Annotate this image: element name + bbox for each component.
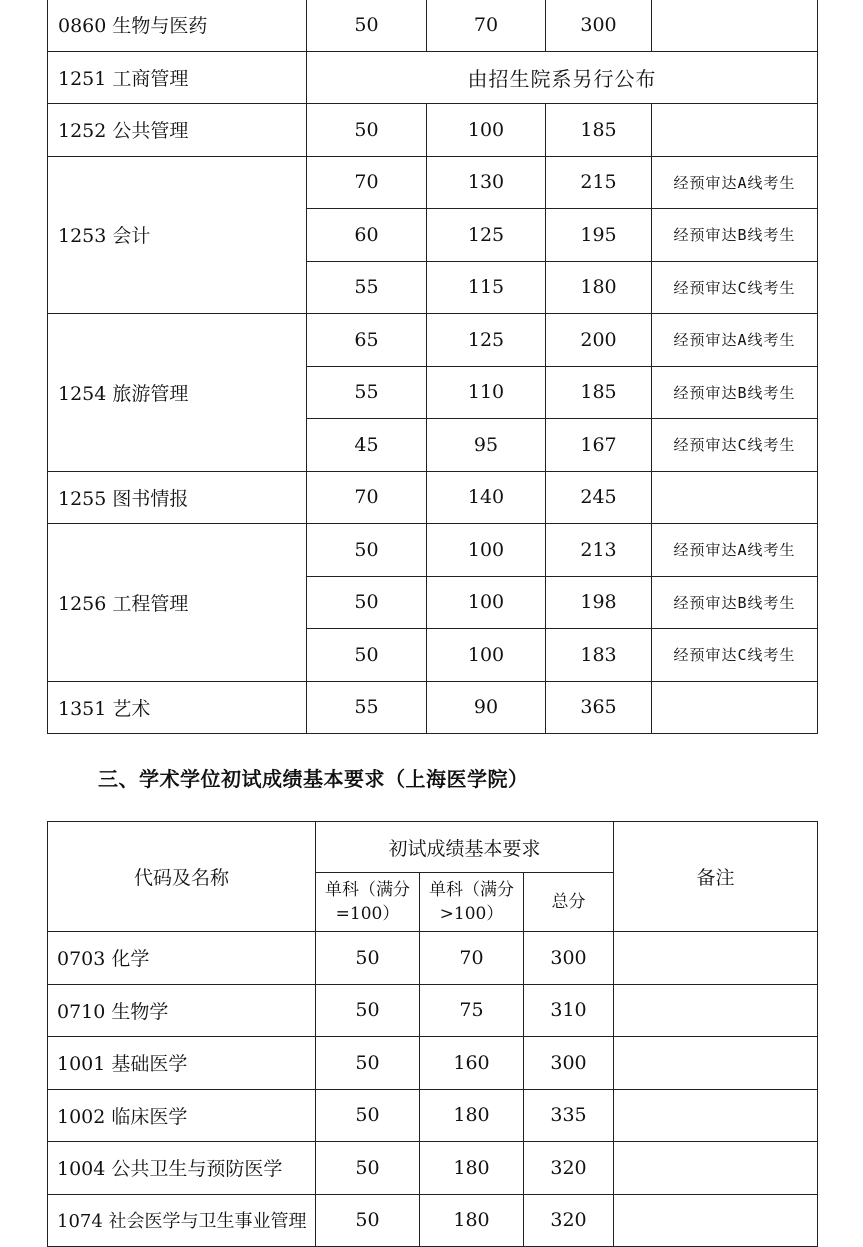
remark [614, 984, 818, 1037]
score-single-100: 50 [316, 1089, 420, 1142]
scores-table-academic [47, 821, 818, 1247]
score-single-100: 50 [316, 1142, 420, 1195]
program-name: 1253 会计 [48, 156, 307, 314]
score-total: 320 [524, 1142, 614, 1195]
program-name: 1004 公共卫生与预防医学 [48, 1142, 316, 1195]
remark [652, 681, 818, 734]
table-row [48, 51, 818, 104]
program-name: 0703 化学 [48, 932, 316, 985]
score-total: 365 [546, 681, 652, 734]
section-title: 三、学术学位初试成绩基本要求（上海医学院） [98, 767, 529, 791]
program-name: 0860 生物与医药 [48, 0, 307, 51]
program-name: 1254 旅游管理 [48, 314, 307, 472]
remark [614, 1089, 818, 1142]
score-single-over-100: 95 [427, 419, 546, 472]
remark [652, 104, 818, 157]
program-name: 1256 工程管理 [48, 524, 307, 682]
table-header-row [48, 822, 818, 873]
score-single-100: 65 [307, 314, 427, 367]
remark: 经预审达B线考生 [652, 209, 818, 262]
table-row [48, 1037, 818, 1090]
score-single-100: 50 [316, 984, 420, 1037]
score-single-over-100: 130 [427, 156, 546, 209]
score-single-over-100: 180 [420, 1194, 524, 1247]
remark [652, 471, 818, 524]
score-single-over-100: 140 [427, 471, 546, 524]
program-name: 1001 基础医学 [48, 1037, 316, 1090]
score-total: 215 [546, 156, 652, 209]
remark: 经预审达A线考生 [652, 314, 818, 367]
header-total: 总分 [524, 873, 614, 932]
score-total: 213 [546, 524, 652, 577]
table-row [48, 932, 818, 985]
table-row [48, 1089, 818, 1142]
header-single-100: 单科（满分=100） [316, 873, 420, 932]
score-single-over-100: 125 [427, 314, 546, 367]
score-single-over-100: 180 [420, 1142, 524, 1195]
score-single-over-100: 100 [427, 629, 546, 682]
score-single-over-100: 180 [420, 1089, 524, 1142]
remark: 经预审达C线考生 [652, 261, 818, 314]
score-total: 198 [546, 576, 652, 629]
program-name: 1351 艺术 [48, 681, 307, 734]
score-total: 310 [524, 984, 614, 1037]
program-name: 1074 社会医学与卫生事业管理 [48, 1194, 316, 1247]
table-row [48, 104, 818, 157]
table-row [48, 1194, 818, 1247]
score-single-100: 50 [307, 576, 427, 629]
score-single-100: 50 [307, 104, 427, 157]
table-row [48, 681, 818, 734]
score-total: 300 [524, 1037, 614, 1090]
score-single-100: 55 [307, 681, 427, 734]
scores-table-professional [47, 0, 818, 734]
program-name: 1251 工商管理 [48, 51, 307, 104]
announcement-note: 由招生院系另行公布 [307, 51, 818, 104]
remark: 经预审达B线考生 [652, 366, 818, 419]
program-name: 1252 公共管理 [48, 104, 307, 157]
score-total: 183 [546, 629, 652, 682]
remark: 经预审达C线考生 [652, 419, 818, 472]
score-single-100: 50 [307, 0, 427, 51]
score-single-100: 55 [307, 366, 427, 419]
table-row [48, 156, 818, 209]
score-single-100: 50 [316, 932, 420, 985]
header-score-group: 初试成绩基本要求 [316, 822, 614, 873]
score-single-over-100: 90 [427, 681, 546, 734]
table-row [48, 984, 818, 1037]
remark: 经预审达A线考生 [652, 156, 818, 209]
score-total: 167 [546, 419, 652, 472]
score-total: 300 [546, 0, 652, 51]
table-row [48, 314, 818, 367]
remark: 经预审达C线考生 [652, 629, 818, 682]
header-remarks: 备注 [614, 822, 818, 932]
score-single-over-100: 70 [420, 932, 524, 985]
program-name: 1255 图书情报 [48, 471, 307, 524]
header-code-name: 代码及名称 [48, 822, 316, 932]
remark [614, 932, 818, 985]
score-total: 185 [546, 366, 652, 419]
score-total: 200 [546, 314, 652, 367]
score-single-100: 50 [307, 629, 427, 682]
score-single-100: 45 [307, 419, 427, 472]
score-total: 195 [546, 209, 652, 262]
score-single-over-100: 110 [427, 366, 546, 419]
score-total: 320 [524, 1194, 614, 1247]
program-name: 0710 生物学 [48, 984, 316, 1037]
score-total: 245 [546, 471, 652, 524]
score-single-over-100: 70 [427, 0, 546, 51]
score-single-100: 50 [316, 1037, 420, 1090]
table-row [48, 0, 818, 51]
score-single-100: 55 [307, 261, 427, 314]
score-single-100: 70 [307, 156, 427, 209]
score-single-over-100: 100 [427, 576, 546, 629]
score-single-100: 50 [316, 1194, 420, 1247]
score-total: 180 [546, 261, 652, 314]
score-single-100: 70 [307, 471, 427, 524]
remark [614, 1037, 818, 1090]
score-single-over-100: 100 [427, 104, 546, 157]
remark [614, 1142, 818, 1195]
remark [652, 0, 818, 51]
score-single-over-100: 75 [420, 984, 524, 1037]
score-single-over-100: 125 [427, 209, 546, 262]
score-total: 335 [524, 1089, 614, 1142]
score-single-over-100: 160 [420, 1037, 524, 1090]
score-total: 300 [524, 932, 614, 985]
score-total: 185 [546, 104, 652, 157]
table-row [48, 471, 818, 524]
score-single-over-100: 115 [427, 261, 546, 314]
remark [614, 1194, 818, 1247]
remark: 经预审达A线考生 [652, 524, 818, 577]
remark: 经预审达B线考生 [652, 576, 818, 629]
score-single-100: 50 [307, 524, 427, 577]
score-single-100: 60 [307, 209, 427, 262]
header-single-over-100: 单科（满分>100） [420, 873, 524, 932]
score-single-over-100: 100 [427, 524, 546, 577]
program-name: 1002 临床医学 [48, 1089, 316, 1142]
table-row [48, 524, 818, 577]
table-row [48, 1142, 818, 1195]
